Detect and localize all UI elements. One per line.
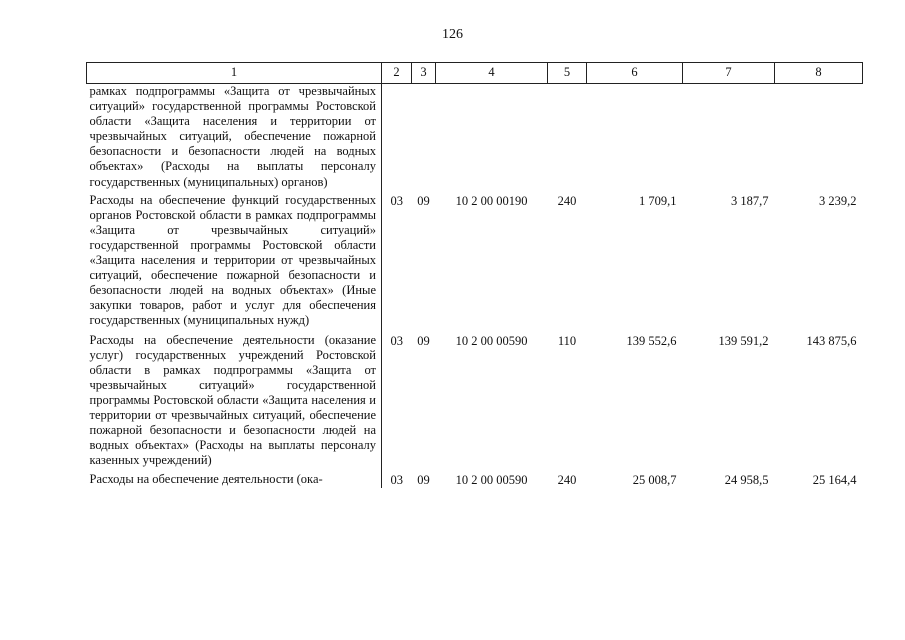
- table-row: [87, 472, 863, 488]
- column-header-2: 2: [382, 63, 412, 84]
- column-header-6: 6: [587, 63, 683, 84]
- row-value-7: 3 187,7: [731, 193, 769, 208]
- table-row: [87, 333, 863, 473]
- row-rz: 03: [390, 473, 403, 488]
- header-row: [87, 63, 863, 84]
- row-value-7: 139 591,2: [718, 333, 769, 348]
- row-description: Расходы на обеспечение функций государственных органов Ростовской области в рамках подпрограммы «Защита от чрезвычайных ситуаций» государственной программы Ростовской области «Защита населения и территории от чрезвычайных ситуаций, обеспечение пожарной безопасности и безопасности людей на водных объектах» (Иные закупки товаров, работ и услуг для обеспечения государственных (муниципальных нужд): [87, 193, 382, 333]
- column-header-1: 1: [87, 63, 382, 84]
- row-value-6: 25 008,7: [632, 473, 677, 488]
- column-header-8: 8: [775, 63, 863, 84]
- row-value-8: 3 239,2: [819, 193, 857, 208]
- row-value-6: 139 552,6: [626, 333, 677, 348]
- column-header-7: 7: [683, 63, 775, 84]
- budget-table: [86, 62, 863, 488]
- row-pr: 09: [417, 333, 430, 348]
- row-pr: [412, 84, 436, 193]
- row-csr: [436, 84, 548, 193]
- row-value-6: [587, 84, 683, 193]
- row-description: Расходы на обеспечение деятельности (ока-: [87, 472, 382, 488]
- column-header-5: 5: [548, 63, 587, 84]
- row-value-8: 143 875,6: [806, 333, 857, 348]
- column-header-4: 4: [436, 63, 548, 84]
- row-csr: 10 2 00 00590: [455, 473, 528, 488]
- row-value-8: [775, 84, 863, 193]
- table-row: [87, 193, 863, 333]
- row-vr: 240: [557, 193, 577, 208]
- row-pr: 09: [417, 473, 430, 488]
- row-csr: 10 2 00 00590: [455, 333, 528, 348]
- row-rz: 03: [390, 333, 403, 348]
- row-description: Расходы на обеспечение деятельности (оказание услуг) государственных учреждений Ростовской области в рамках подпрограммы «Защита от чрезвычайных ситуаций» государственной программы Ростовской области «Защита населения и территории от чрезвычайных ситуаций, обеспечение пожарной безопасности и безопасности людей на водных объектах» (Расходы на выплаты персоналу казенных учреждений): [87, 333, 382, 473]
- row-csr: 10 2 00 00190: [455, 193, 528, 208]
- row-vr: 240: [557, 473, 577, 488]
- row-value-6: 1 709,1: [639, 193, 677, 208]
- row-value-7: 24 958,5: [724, 473, 769, 488]
- row-vr: 110: [557, 333, 577, 348]
- table-row: [87, 84, 863, 193]
- row-rz: 03: [390, 193, 403, 208]
- page-number: 126: [442, 27, 463, 42]
- column-header-3: 3: [412, 63, 436, 84]
- row-value-7: [683, 84, 775, 193]
- row-vr: [548, 84, 587, 193]
- row-value-8: 25 164,4: [812, 473, 857, 488]
- row-pr: 09: [417, 193, 430, 208]
- row-description: рамках подпрограммы «Защита от чрезвычайных ситуаций» государственной программы Ростовской области «Защита населения и территории от чрезвычайных ситуаций, обеспечение пожарной безопасности и безопасности людей на водных объектах» (Расходы на выплаты персоналу государственных (муниципальных) органов): [87, 84, 382, 193]
- row-rz: [382, 84, 412, 193]
